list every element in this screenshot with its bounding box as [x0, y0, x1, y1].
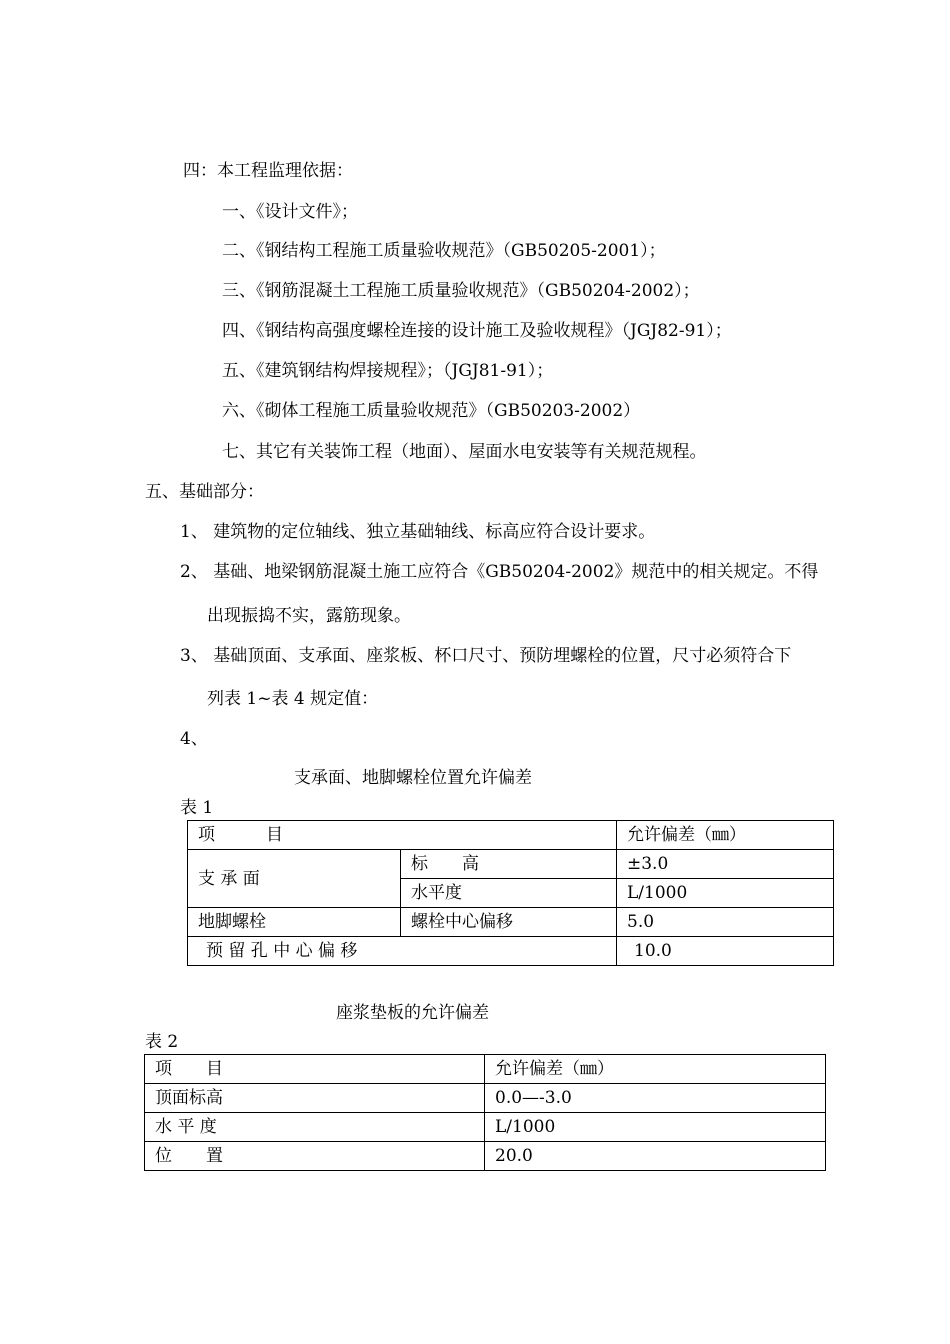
foundation-item-2-line-1: 2、 基础、地梁钢筋混凝土施工应符合《GB50204-2002》规范中的相关规定。不得: [180, 562, 819, 582]
foundation-item-4: 4、: [180, 729, 208, 749]
basis-item-7: 七、其它有关装饰工程（地面）、屋面水电安装等有关规范规程。: [222, 442, 707, 462]
basis-item-1: 一、《设计文件》；: [222, 202, 358, 222]
foundation-item-3-line-1: 3、 基础顶面、支承面、座浆板、杯口尺寸、预防埋螺栓的位置，尺寸必须符合下: [180, 646, 792, 666]
basis-item-6: 六、《砌体工程施工质量验收规范》（GB50203-2002）: [222, 401, 641, 421]
table-1-bearing-surface: 支 承 面: [188, 850, 401, 908]
table-1: [187, 820, 834, 966]
table-row: [145, 1055, 826, 1084]
table-1-anchor-bolt: 地脚螺栓: [188, 908, 401, 937]
basis-item-2: 二、《钢结构工程施工质量验收规范》（GB50205-2001）；: [222, 241, 666, 261]
table-1-header-item: 项 目: [188, 821, 617, 850]
table-1-header-tolerance: 允许偏差（㎜）: [617, 821, 834, 850]
table-1-levelness: 水平度: [401, 879, 617, 908]
table-2-header-tolerance: 允许偏差（㎜）: [485, 1055, 826, 1084]
table-1-bolt-offset: 螺栓中心偏移: [401, 908, 617, 937]
foundation-item-3-line-2: 列表 1~表 4 规定值：: [207, 689, 379, 709]
table-2-row-1-value: 0.0—-3.0: [485, 1084, 826, 1113]
table-1-reserved-hole: 预 留 孔 中 心 偏 移: [188, 937, 617, 966]
basis-item-5: 五、《建筑钢结构焊接规程》；（JGJ81-91）；: [222, 361, 554, 381]
table-2-row-3-value: 20.0: [485, 1142, 826, 1171]
table-1-levelness-value: L/1000: [617, 879, 834, 908]
table-2-title: 座浆垫板的允许偏差: [336, 1003, 489, 1023]
table-1-elevation: 标 高: [401, 850, 617, 879]
table-2-row-1-item: 顶面标高: [145, 1084, 485, 1113]
table-2: [144, 1054, 826, 1171]
table-1-bolt-offset-value: 5.0: [617, 908, 834, 937]
basis-item-3: 三、《钢筋混凝土工程施工质量验收规范》（GB50204-2002）；: [222, 281, 700, 301]
foundation-item-1: 1、 建筑物的定位轴线、独立基础轴线、标高应符合设计要求。: [180, 522, 656, 542]
table-row: [145, 1084, 826, 1113]
table-row: [188, 908, 834, 937]
section-5-heading: 五、基础部分：: [145, 482, 264, 502]
table-row: [188, 937, 834, 966]
section-4-heading: 四：本工程监理依据：: [183, 161, 353, 181]
table-1-elevation-value: ±3.0: [617, 850, 834, 879]
table-2-row-2-value: L/1000: [485, 1113, 826, 1142]
table-row: [188, 850, 834, 879]
basis-item-4: 四、《钢结构高强度螺栓连接的设计施工及验收规程》（JGJ82-91）；: [222, 321, 732, 341]
table-row: [188, 821, 834, 850]
table-row: [145, 1142, 826, 1171]
table-2-row-3-item: 位 置: [145, 1142, 485, 1171]
table-2-label: 表 2: [145, 1032, 179, 1052]
table-2-row-2-item: 水 平 度: [145, 1113, 485, 1142]
table-2-header-item: 项 目: [145, 1055, 485, 1084]
table-1-reserved-hole-value: 10.0: [617, 937, 834, 966]
foundation-item-2-line-2: 出现振捣不实，露筋现象。: [207, 606, 411, 626]
table-1-title: 支承面、地脚螺栓位置允许偏差: [294, 768, 532, 788]
table-row: [145, 1113, 826, 1142]
table-1-label: 表 1: [180, 798, 214, 818]
